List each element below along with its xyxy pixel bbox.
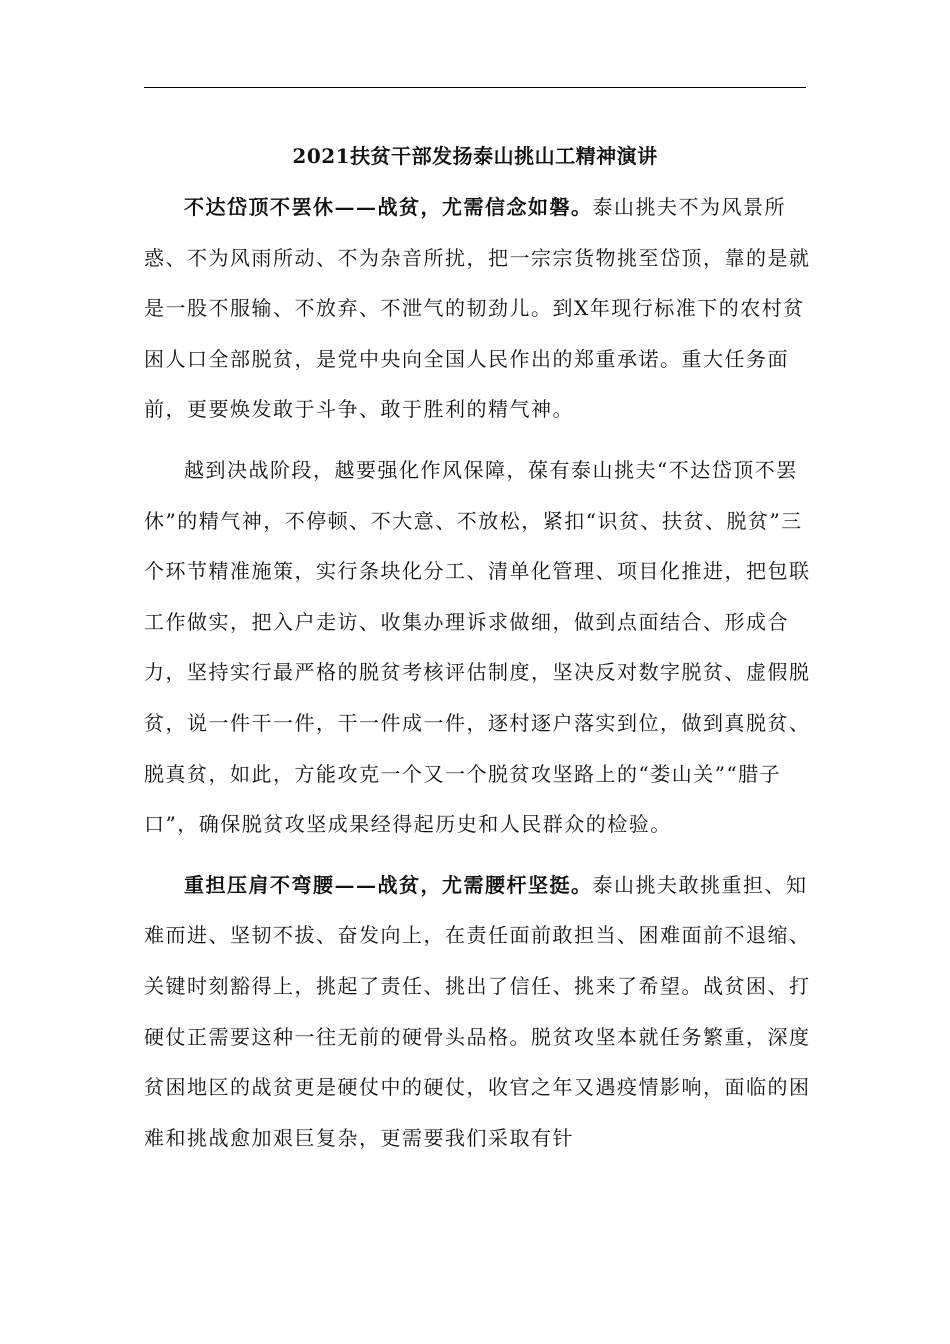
header-rule: [144, 87, 806, 88]
paragraph-3: [144, 860, 824, 1164]
paragraph-2: [144, 445, 824, 850]
paragraph-3-lead: 重担压肩不弯腰——战贫，尤需腰杆坚挺。: [184, 872, 593, 897]
document-title: 2021扶贫干部发扬泰山挑山工精神演讲: [292, 144, 658, 168]
paragraph-1-text: 泰山挑夫不为风景所惑、不为风雨所动、不为杂音所扰，把一宗宗货物挑至岱顶，靠的是就是一股不服输、不放弃、不泄气的韧劲儿。到X年现行标准下的农村贫困人口全部脱贫，是党中央向全国人民作出的郑重承诺。重大任务面前，更要焕发敢于斗争、敢于胜利的精气神。: [144, 195, 811, 422]
document-body: [144, 142, 824, 1163]
paragraph-1-lead: 不达岱顶不罢休——战贫，尤需信念如磐。: [184, 195, 593, 219]
paragraph-3-text: 泰山挑夫敢挑重担、知难而进、坚韧不拔、奋发向上，在责任面前敢担当、困难面前不退缩、关键时刻豁得上，挑起了责任、挑出了信任、挑来了希望。战贫困、打硬仗正需要这种一往无前的硬骨头品格。脱贫攻坚本就任务繁重，深度贫困地区的战贫更是硬仗中的硬仗，收官之年又遇疫情影响，面临的困难和挑战愈加艰巨复杂，更需要我们采取有针: [144, 872, 811, 1150]
paragraph-2-text: 越到决战阶段，越要强化作风保障，葆有泰山挑夫“不达岱顶不罢休”的精气神，不停顿、不大意、不放松，紧扣“识贫、扶贫、脱贫”三个环节精准施策，实行条块化分工、清单化管理、项目化推进，把包联工作做实，把入户走访、收集办理诉求做细，做到点面结合、形成合力，坚持实行最严格的脱贫考核评估制度，坚决反对数字脱贫、虚假脱贫，说一件干一件，干一件成一件，逐村逐户落实到位，做到真脱贫、脱真贫，如此，方能攻克一个又一个脱贫攻坚路上的“娄山关”“腊子口”，确保脱贫攻坚成果经得起历史和人民群众的检验。: [144, 457, 811, 837]
paragraph-1: [144, 182, 824, 435]
